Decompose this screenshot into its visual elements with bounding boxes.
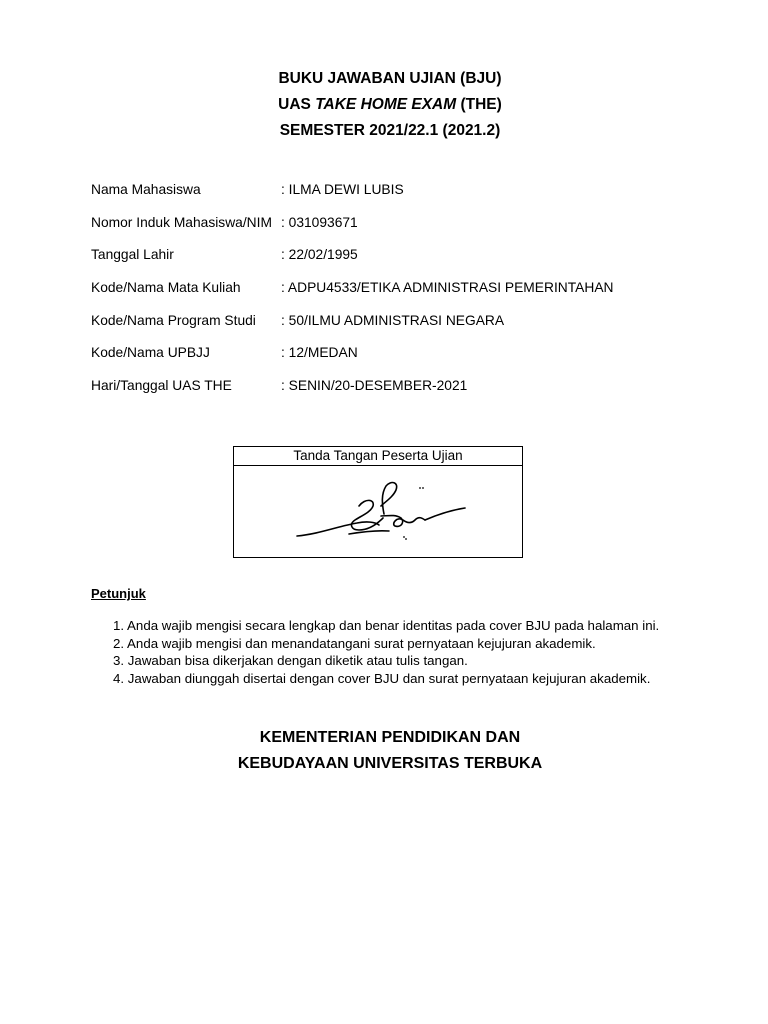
identity-value: : 50/ILMU ADMINISTRASI NEGARA: [281, 312, 505, 328]
instruction-item: 1. Anda wajib mengisi secara lengkap dan benar identitas pada cover BJU pada halaman ini.: [113, 618, 660, 633]
identity-row-course: [91, 276, 731, 309]
instructions-list: [113, 617, 659, 687]
identity-label: Tanggal Lahir: [91, 247, 174, 263]
identity-row-program: [91, 309, 731, 342]
identity-label: Nama Mahasiswa: [91, 182, 201, 197]
identity-section: [91, 178, 731, 407]
identity-value: : 22/02/1995: [281, 247, 358, 263]
handwritten-signature: [289, 476, 474, 548]
instructions-heading: Petunjuk: [91, 586, 146, 601]
signature-area: [234, 466, 522, 557]
title-line-2-italic: TAKE HOME EXAM: [315, 96, 457, 113]
title-line-2-prefix: UAS: [278, 96, 316, 113]
title-line-3: SEMESTER 2021/22.1 (2021.2): [279, 122, 501, 139]
title-line-2: [0, 92, 768, 118]
identity-label: Kode/Nama Program Studi: [91, 312, 256, 328]
identity-value: : SENIN/20-DESEMBER-2021: [281, 378, 468, 394]
identity-label: Kode/Nama UPBJJ: [91, 345, 210, 361]
identity-row-upbjj: [91, 341, 731, 374]
identity-label: Kode/Nama Mata Kuliah: [91, 280, 241, 296]
title-line-2-suffix: (THE): [456, 96, 502, 113]
instruction-item: 3. Jawaban bisa dikerjakan dengan diketik atau tulis tangan.: [113, 653, 468, 668]
identity-value: : ADPU4533/ETIKA ADMINISTRASI PEMERINTAHAN: [281, 280, 614, 296]
identity-row-exam-date: [91, 374, 731, 407]
identity-row-birthdate: [91, 243, 731, 276]
footer-line-2: KEBUDAYAAN UNIVERSITAS TERBUKA: [237, 755, 543, 772]
signature-box: [233, 446, 523, 558]
instruction-item: 4. Jawaban diunggah disertai dengan cover BJU dan surat pernyataan kejujuran akademik.: [113, 670, 651, 686]
institution-footer: [0, 725, 768, 777]
identity-value: : 12/MEDAN: [281, 345, 358, 361]
identity-row-name: [91, 178, 731, 211]
identity-value: : 031093671: [281, 214, 358, 230]
instruction-item: 2. Anda wajib mengisi dan menandatangani surat pernyataan kejujuran akademik.: [113, 635, 596, 651]
signature-box-header: Tanda Tangan Peserta Ujian: [234, 447, 522, 466]
footer-line-1: KEMENTERIAN PENDIDIKAN DAN: [259, 729, 521, 746]
identity-value: : ILMA DEWI LUBIS: [281, 182, 404, 197]
document-title: [0, 66, 768, 144]
identity-row-nim: [91, 211, 731, 244]
title-line-1: BUKU JAWABAN UJIAN (BJU): [278, 70, 502, 87]
identity-label: Nomor Induk Mahasiswa/NIM: [91, 214, 272, 230]
identity-label: Hari/Tanggal UAS THE: [91, 378, 232, 394]
